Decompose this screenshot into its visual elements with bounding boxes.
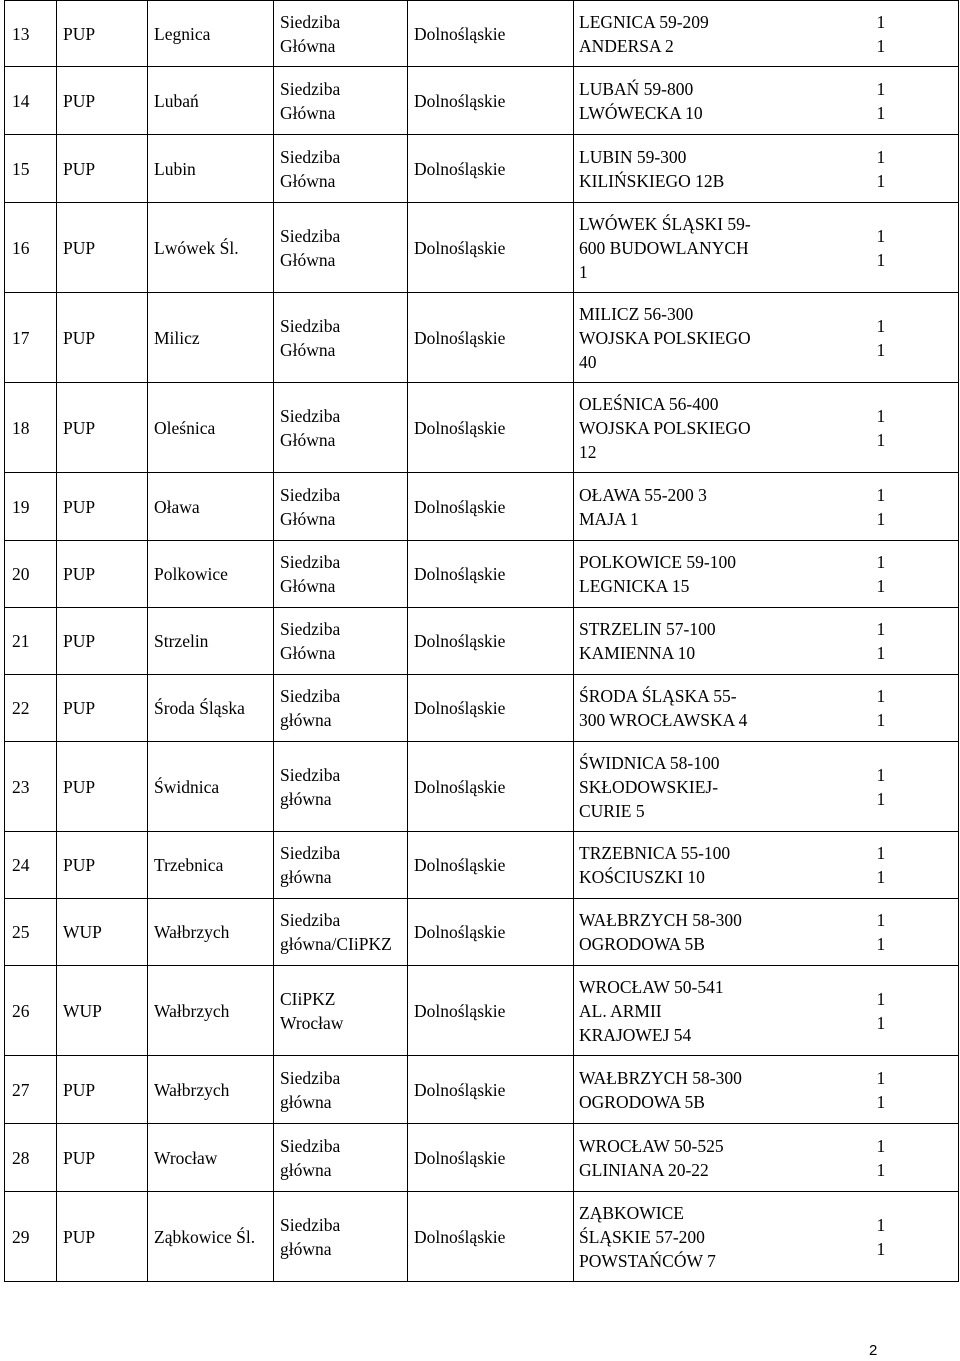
- unit-type-line: Siedziba: [280, 315, 341, 336]
- unit-type: [274, 473, 408, 541]
- region: Dolnośląskie: [408, 541, 574, 608]
- office-type: PUP: [57, 383, 148, 473]
- unit-type-line: Siedziba: [280, 619, 341, 639]
- address: [574, 383, 877, 473]
- count-a: 1: [876, 1135, 886, 1156]
- unit-type: [274, 966, 408, 1056]
- unit-type-line: główna: [280, 1159, 332, 1180]
- counts: [877, 742, 959, 832]
- address-line: WAŁBRZYCH 58-300: [579, 910, 742, 930]
- address: [574, 293, 877, 383]
- table-row: [5, 742, 959, 832]
- unit-type: [274, 541, 408, 608]
- unit-type-line: Siedziba: [280, 405, 341, 426]
- region: Dolnośląskie: [408, 1, 574, 67]
- row-number: 23: [5, 742, 57, 832]
- count-b: 1: [876, 429, 886, 450]
- region: Dolnośląskie: [408, 742, 574, 832]
- address-line: POLKOWICE 59-100: [579, 552, 736, 572]
- address-line: OGRODOWA 5B: [579, 934, 705, 954]
- count-a: 1: [876, 315, 886, 336]
- city: Wałbrzych: [148, 1056, 274, 1124]
- unit-type-line: Główna: [280, 643, 336, 663]
- row-number: 15: [5, 135, 57, 203]
- unit-type: [274, 608, 408, 675]
- region: Dolnośląskie: [408, 1124, 574, 1192]
- unit-type-line: Siedziba: [280, 11, 341, 32]
- count-b: 1: [876, 339, 886, 360]
- counts: [877, 966, 959, 1056]
- unit-type-line: główna: [280, 1091, 332, 1112]
- address-line: SKŁODOWSKIEJ-: [579, 776, 719, 797]
- office-type: PUP: [57, 1124, 148, 1192]
- address: [574, 67, 877, 135]
- count-b: 1: [876, 643, 886, 663]
- address-line: WOJSKA POLSKIEGO: [579, 327, 751, 348]
- count-b: 1: [876, 1091, 886, 1112]
- address: [574, 541, 877, 608]
- address-line: ŚLĄSKIE 57-200: [579, 1226, 705, 1247]
- counts: [877, 1124, 959, 1192]
- unit-type-line: Siedziba: [280, 910, 341, 930]
- office-type: PUP: [57, 541, 148, 608]
- count-a: 1: [876, 1214, 886, 1235]
- count-b: 1: [876, 1159, 886, 1180]
- counts: [877, 608, 959, 675]
- count-b: 1: [876, 867, 886, 887]
- address-line: ANDERSA 2: [579, 35, 674, 56]
- counts: [877, 1056, 959, 1124]
- address-line: LUBAŃ 59-800: [579, 78, 694, 99]
- unit-type-line: Siedziba: [280, 843, 341, 863]
- unit-type-line: Siedziba: [280, 686, 341, 706]
- row-number: 21: [5, 608, 57, 675]
- address-line: 40: [579, 351, 597, 372]
- address: [574, 473, 877, 541]
- office-type: PUP: [57, 675, 148, 742]
- address-line: MAJA 1: [579, 508, 639, 529]
- address-line: 12: [579, 441, 597, 462]
- unit-type-line: Siedziba: [280, 1135, 341, 1156]
- table-row: [5, 608, 959, 675]
- counts: [877, 899, 959, 966]
- offices-table: [4, 0, 959, 1282]
- unit-type-line: Główna: [280, 508, 336, 529]
- count-b: 1: [876, 249, 886, 270]
- region: Dolnośląskie: [408, 608, 574, 675]
- unit-type-line: główna/CIiPKZ: [280, 934, 392, 954]
- address-line: LWÓWEK ŚLĄSKI 59-: [579, 213, 751, 234]
- table-row: [5, 67, 959, 135]
- unit-type: [274, 1056, 408, 1124]
- row-number: 19: [5, 473, 57, 541]
- address: [574, 966, 877, 1056]
- address-line: OGRODOWA 5B: [579, 1091, 705, 1112]
- address-line: KOŚCIUSZKI 10: [579, 867, 705, 887]
- city: Oława: [148, 473, 274, 541]
- unit-type: [274, 675, 408, 742]
- unit-type-line: główna: [280, 867, 332, 887]
- address-line: OLEŚNICA 56-400: [579, 393, 719, 414]
- row-number: 17: [5, 293, 57, 383]
- count-b: 1: [876, 170, 886, 191]
- table-row: [5, 966, 959, 1056]
- count-a: 1: [876, 988, 886, 1009]
- office-type: PUP: [57, 832, 148, 899]
- count-a: 1: [876, 910, 886, 930]
- city: Lwówek Śl.: [148, 203, 274, 293]
- count-b: 1: [876, 1012, 886, 1033]
- counts: [877, 1, 959, 67]
- counts: [877, 293, 959, 383]
- unit-type: [274, 1, 408, 67]
- row-number: 16: [5, 203, 57, 293]
- unit-type-line: Główna: [280, 102, 336, 123]
- address: [574, 1192, 877, 1282]
- row-number: 18: [5, 383, 57, 473]
- city: Wałbrzych: [148, 966, 274, 1056]
- region: Dolnośląskie: [408, 67, 574, 135]
- address-line: WROCŁAW 50-541: [579, 976, 724, 997]
- address-line: LEGNICA 59-209: [579, 11, 709, 32]
- count-a: 1: [876, 11, 886, 32]
- counts: [877, 541, 959, 608]
- table-row: [5, 1056, 959, 1124]
- city: Lubań: [148, 67, 274, 135]
- unit-type-line: Główna: [280, 429, 336, 450]
- office-type: PUP: [57, 1, 148, 67]
- address-line: WOJSKA POLSKIEGO: [579, 417, 751, 438]
- row-number: 13: [5, 1, 57, 67]
- table-row: [5, 293, 959, 383]
- table-row: [5, 1192, 959, 1282]
- counts: [877, 383, 959, 473]
- office-type: WUP: [57, 966, 148, 1056]
- counts: [877, 203, 959, 293]
- unit-type: [274, 67, 408, 135]
- address: [574, 1056, 877, 1124]
- address: [574, 203, 877, 293]
- count-a: 1: [876, 78, 886, 99]
- address: [574, 608, 877, 675]
- address-line: STRZELIN 57-100: [579, 619, 716, 639]
- office-type: PUP: [57, 1192, 148, 1282]
- region: Dolnośląskie: [408, 899, 574, 966]
- count-b: 1: [876, 576, 886, 596]
- address: [574, 675, 877, 742]
- region: Dolnośląskie: [408, 383, 574, 473]
- region: Dolnośląskie: [408, 966, 574, 1056]
- address-line: 300 WROCŁAWSKA 4: [579, 710, 748, 730]
- address-line: CURIE 5: [579, 800, 645, 821]
- unit-type: [274, 383, 408, 473]
- office-type: WUP: [57, 899, 148, 966]
- counts: [877, 1192, 959, 1282]
- count-b: 1: [876, 710, 886, 730]
- row-number: 22: [5, 675, 57, 742]
- address-line: POWSTAŃCÓW 7: [579, 1250, 716, 1271]
- address-line: GLINIANA 20-22: [579, 1159, 709, 1180]
- region: Dolnośląskie: [408, 675, 574, 742]
- unit-type-line: Główna: [280, 35, 336, 56]
- city: Wałbrzych: [148, 899, 274, 966]
- row-number: 29: [5, 1192, 57, 1282]
- unit-type-line: Główna: [280, 170, 336, 191]
- count-b: 1: [876, 102, 886, 123]
- unit-type-line: CIiPKZ: [280, 988, 336, 1009]
- counts: [877, 473, 959, 541]
- city: Trzebnica: [148, 832, 274, 899]
- table-row: [5, 473, 959, 541]
- count-b: 1: [876, 934, 886, 954]
- row-number: 26: [5, 966, 57, 1056]
- unit-type: [274, 832, 408, 899]
- unit-type-line: Siedziba: [280, 552, 341, 572]
- table-row: [5, 541, 959, 608]
- row-number: 14: [5, 67, 57, 135]
- address-line: KRAJOWEJ 54: [579, 1024, 692, 1045]
- unit-type: [274, 1192, 408, 1282]
- unit-type-line: Siedziba: [280, 225, 341, 246]
- table-row: [5, 899, 959, 966]
- city: Ząbkowice Śl.: [148, 1192, 274, 1282]
- office-type: PUP: [57, 742, 148, 832]
- count-a: 1: [876, 552, 886, 572]
- count-b: 1: [876, 1238, 886, 1259]
- unit-type-line: Siedziba: [280, 146, 341, 167]
- unit-type-line: Wrocław: [280, 1012, 344, 1033]
- city: Lubin: [148, 135, 274, 203]
- row-number: 25: [5, 899, 57, 966]
- address-line: OŁAWA 55-200 3: [579, 484, 707, 505]
- count-a: 1: [876, 843, 886, 863]
- row-number: 28: [5, 1124, 57, 1192]
- table-row: [5, 383, 959, 473]
- address-line: ZĄBKOWICE: [579, 1202, 684, 1223]
- counts: [877, 67, 959, 135]
- office-type: PUP: [57, 1056, 148, 1124]
- office-type: PUP: [57, 293, 148, 383]
- address-line: 600 BUDOWLANYCH: [579, 237, 749, 258]
- unit-type: [274, 742, 408, 832]
- unit-type-line: Siedziba: [280, 484, 341, 505]
- city: Świdnica: [148, 742, 274, 832]
- row-number: 27: [5, 1056, 57, 1124]
- address: [574, 1, 877, 67]
- region: Dolnośląskie: [408, 293, 574, 383]
- unit-type-line: Siedziba: [280, 1214, 341, 1235]
- office-type: PUP: [57, 135, 148, 203]
- table-row: [5, 1, 959, 67]
- count-b: 1: [876, 788, 886, 809]
- unit-type: [274, 899, 408, 966]
- count-b: 1: [876, 508, 886, 529]
- unit-type-line: główna: [280, 788, 332, 809]
- address-line: WROCŁAW 50-525: [579, 1135, 724, 1156]
- city: Strzelin: [148, 608, 274, 675]
- region: Dolnośląskie: [408, 203, 574, 293]
- count-a: 1: [876, 1067, 886, 1088]
- table-row: [5, 832, 959, 899]
- table-row: [5, 203, 959, 293]
- office-type: PUP: [57, 67, 148, 135]
- region: Dolnośląskie: [408, 1192, 574, 1282]
- city: Środa Śląska: [148, 675, 274, 742]
- address: [574, 742, 877, 832]
- counts: [877, 832, 959, 899]
- count-a: 1: [876, 146, 886, 167]
- city: Legnica: [148, 1, 274, 67]
- table-row: [5, 1124, 959, 1192]
- address-line: ŚWIDNICA 58-100: [579, 752, 720, 773]
- office-type: PUP: [57, 608, 148, 675]
- unit-type: [274, 135, 408, 203]
- count-b: 1: [876, 35, 886, 56]
- address-line: LUBIN 59-300: [579, 146, 687, 167]
- unit-type-line: główna: [280, 710, 332, 730]
- office-type: PUP: [57, 203, 148, 293]
- count-a: 1: [876, 764, 886, 785]
- address: [574, 832, 877, 899]
- counts: [877, 135, 959, 203]
- table-row: [5, 675, 959, 742]
- region: Dolnośląskie: [408, 135, 574, 203]
- unit-type-line: Siedziba: [280, 78, 341, 99]
- region: Dolnośląskie: [408, 832, 574, 899]
- unit-type: [274, 293, 408, 383]
- count-a: 1: [876, 619, 886, 639]
- count-a: 1: [876, 484, 886, 505]
- unit-type-line: Główna: [280, 576, 336, 596]
- counts: [877, 675, 959, 742]
- address: [574, 135, 877, 203]
- address: [574, 1124, 877, 1192]
- city: Wrocław: [148, 1124, 274, 1192]
- region: Dolnośląskie: [408, 473, 574, 541]
- address: [574, 899, 877, 966]
- address-line: LWÓWECKA 10: [579, 102, 703, 123]
- address-line: KILIŃSKIEGO 12B: [579, 170, 725, 191]
- unit-type-line: Siedziba: [280, 1067, 341, 1088]
- row-number: 20: [5, 541, 57, 608]
- unit-type-line: główna: [280, 1238, 332, 1259]
- page-number: 2: [869, 1342, 878, 1359]
- region: Dolnośląskie: [408, 1056, 574, 1124]
- unit-type: [274, 203, 408, 293]
- city: Milicz: [148, 293, 274, 383]
- row-number: 24: [5, 832, 57, 899]
- address-line: ŚRODA ŚLĄSKA 55-: [579, 686, 737, 706]
- address-line: KAMIENNA 10: [579, 643, 696, 663]
- address-line: MILICZ 56-300: [579, 303, 694, 324]
- unit-type-line: Siedziba: [280, 764, 341, 785]
- unit-type-line: Główna: [280, 249, 336, 270]
- city: Oleśnica: [148, 383, 274, 473]
- city: Polkowice: [148, 541, 274, 608]
- unit-type: [274, 1124, 408, 1192]
- unit-type-line: Główna: [280, 339, 336, 360]
- address-line: 1: [579, 261, 588, 282]
- address-line: WAŁBRZYCH 58-300: [579, 1067, 742, 1088]
- count-a: 1: [876, 225, 886, 246]
- address-line: AL. ARMII: [579, 1000, 662, 1021]
- office-type: PUP: [57, 473, 148, 541]
- table-row: [5, 135, 959, 203]
- count-a: 1: [876, 686, 886, 706]
- count-a: 1: [876, 405, 886, 426]
- address-line: TRZEBNICA 55-100: [579, 843, 731, 863]
- address-line: LEGNICKA 15: [579, 576, 690, 596]
